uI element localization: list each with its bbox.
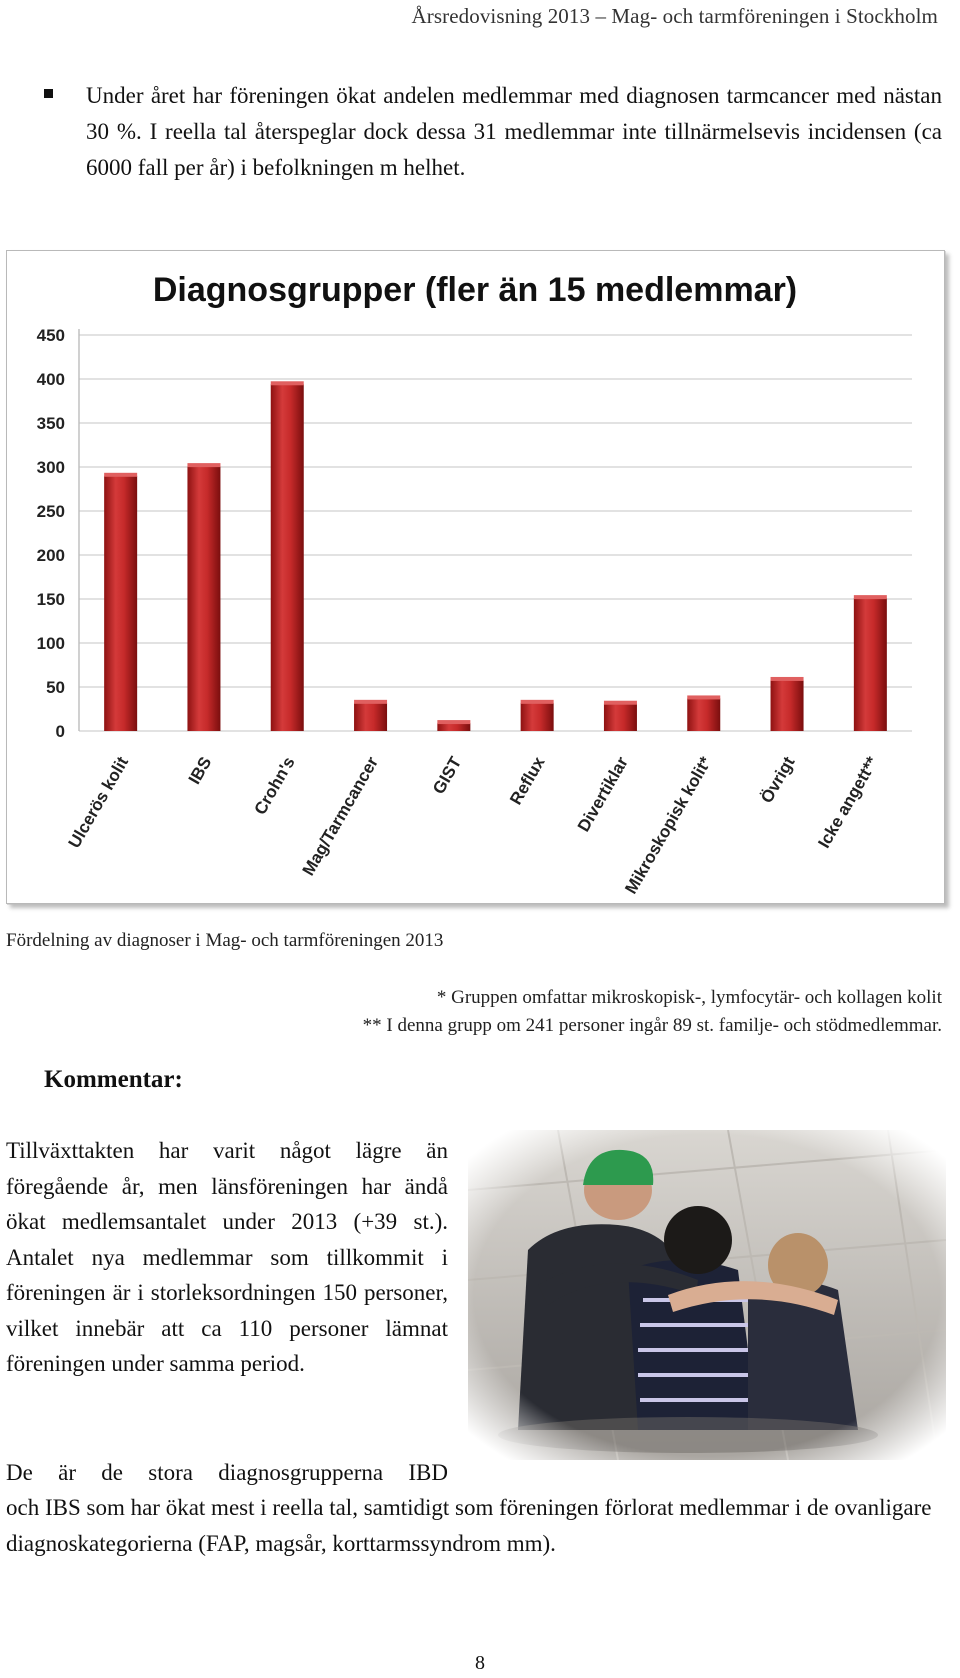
- bar: [104, 476, 137, 731]
- note-mikroskopisk: * Gruppen omfattar mikroskopisk-, lymfocytär- och kollagen kolit: [436, 987, 942, 1008]
- x-tick-label: IBS: [184, 753, 216, 788]
- bar: [271, 384, 304, 731]
- x-tick-label: Mikroskopisk kolit*: [621, 753, 716, 898]
- comment-paragraph-2-rest: och IBS som har ökat mest i reella tal, samtidigt som föreningen förlorat medlemmar i de ovanligare diagnoskategorierna (FAP, magsår, korttarmssyndrom mm).: [6, 1495, 932, 1556]
- y-tick-label: 250: [36, 502, 65, 521]
- bar: [521, 703, 554, 731]
- bar-cap: [687, 695, 720, 699]
- bar-cap: [521, 700, 554, 704]
- chart-notes: [363, 984, 942, 1040]
- bar-chart-svg: [7, 251, 944, 903]
- intro-bullet-text: Under året har föreningen ökat andelen medlemmar med diagnosen tarmcancer med nästan 30 %. I reella tal återspeglar dock dessa 31 medlemmar inte tillnärmelsevis incidensen (ca 6000 fall per år) i befolkningen m helhet.: [86, 83, 942, 180]
- x-tick-label: Crohn's: [250, 753, 299, 819]
- y-tick-label: 0: [55, 722, 65, 741]
- bar-cap: [437, 720, 470, 724]
- bar: [687, 698, 720, 731]
- y-tick-label: 350: [36, 414, 65, 433]
- comment-paragraph-2-first-line: De är de stora diagnosgrupperna IBD: [6, 1460, 448, 1485]
- intro-bullet: [44, 78, 942, 186]
- x-tick-label: Övrigt: [757, 753, 799, 807]
- bar-cap: [354, 700, 387, 704]
- bar-cap: [187, 463, 220, 467]
- running-header: Årsredovisning 2013 – Mag- och tarmföreningen i Stockholm: [411, 4, 938, 28]
- bar: [771, 680, 804, 731]
- y-tick-label: 150: [36, 590, 65, 609]
- x-tick-label: Ulcerös kolit: [64, 753, 133, 852]
- chart-caption: Fördelning av diagnoser i Mag- och tarmföreningen 2013: [6, 930, 444, 951]
- bar-cap: [771, 677, 804, 681]
- y-tick-label: 100: [36, 634, 65, 653]
- photo-three-people-embracing: [468, 1130, 946, 1460]
- bar-cap: [854, 595, 887, 599]
- y-tick-label: 450: [36, 326, 65, 345]
- x-tick-label: Mag/Tarmcancer: [298, 753, 383, 879]
- y-tick-label: 300: [36, 458, 65, 477]
- chart-title: Diagnosgrupper (fler än 15 medlemmar): [152, 271, 798, 309]
- comment-paragraph: Tillväxttakten har varit något lägre än föregående år, men länsföreningen har ändå ökat medlemsantalet under 2013 (+39 st.). Antalet nya medlemmar som tillkommit i föreningen är i storleksordningen 150 personer, vilket innebär att ca 110 personer lämnat föreningen under samma period.: [6, 1138, 448, 1376]
- bar: [604, 704, 637, 731]
- bar-cap: [604, 701, 637, 705]
- x-tick-label: Divertiklar: [573, 753, 632, 836]
- bar-cap: [271, 381, 304, 385]
- note-icke-angett: ** I denna grupp om 241 personer ingår 89 st. familje- och stödmedlemmar.: [362, 1015, 942, 1036]
- x-tick-label: Reflux: [506, 753, 549, 809]
- page-number: 8: [475, 1652, 485, 1674]
- y-tick-label: 400: [36, 370, 65, 389]
- y-tick-label: 50: [46, 678, 65, 697]
- x-tick-label: GIST: [429, 753, 466, 798]
- bar: [854, 598, 887, 731]
- square-bullet-icon: [44, 89, 53, 98]
- bar-cap: [104, 473, 137, 477]
- diagnosis-chart: [6, 250, 945, 904]
- y-tick-label: 200: [36, 546, 65, 565]
- bar: [437, 723, 470, 731]
- bar: [354, 703, 387, 731]
- comment-heading: Kommentar:: [44, 1066, 183, 1093]
- x-tick-label: Icke angett**: [814, 753, 882, 852]
- bar: [187, 466, 220, 731]
